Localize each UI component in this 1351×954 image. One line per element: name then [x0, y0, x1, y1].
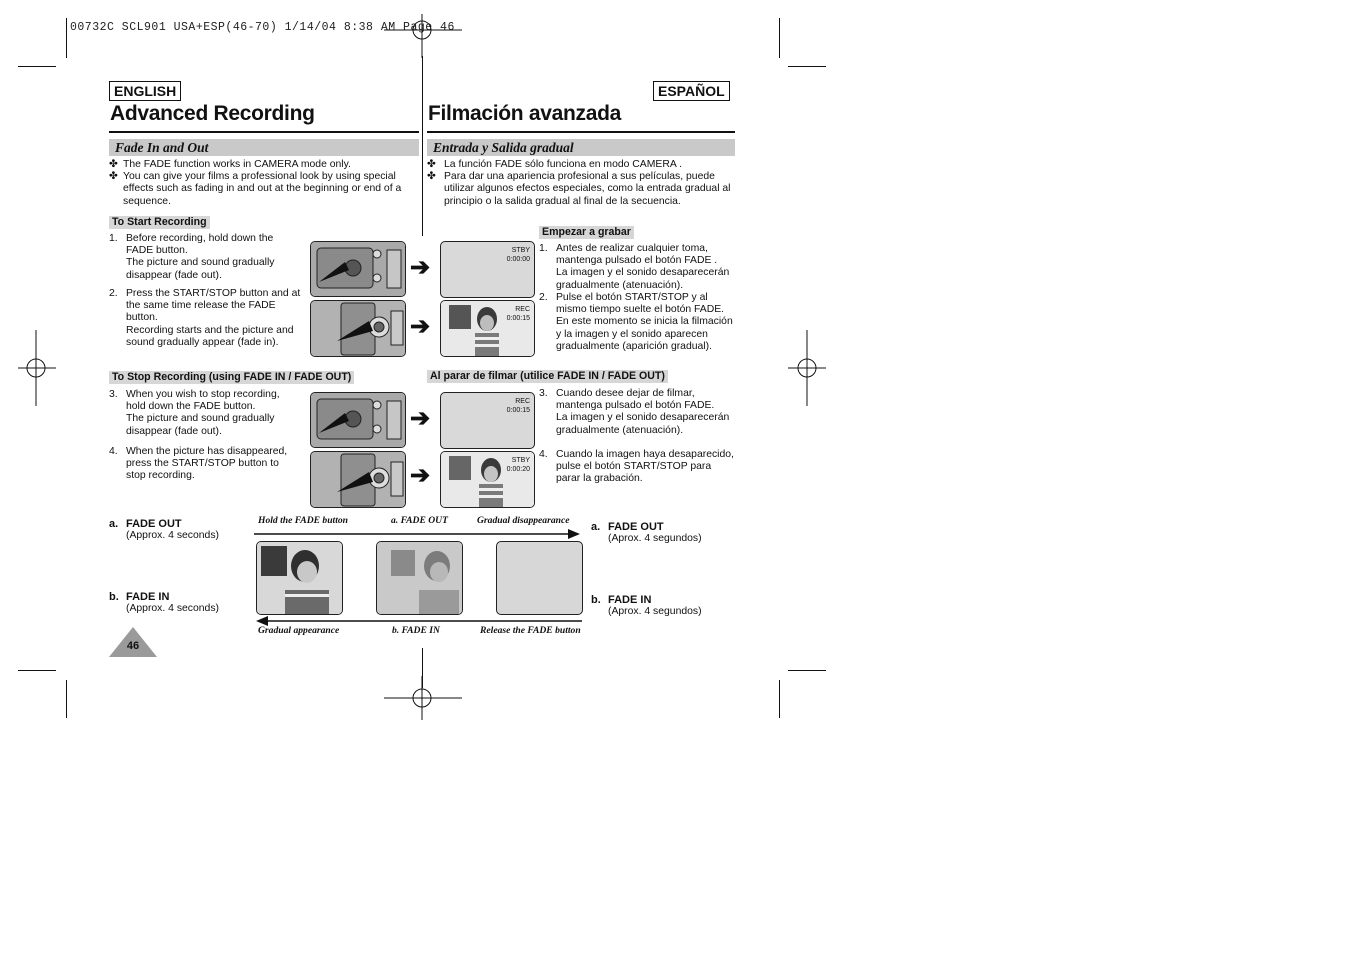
- screen-osd: [507, 397, 530, 415]
- step-line: The picture and sound gradually: [126, 413, 275, 425]
- title-rule-english: [109, 131, 419, 133]
- bullet-item: [427, 159, 737, 171]
- fade-frame-blank: [496, 541, 583, 615]
- crop-mark: [779, 680, 780, 718]
- step-line: button.: [126, 312, 158, 324]
- bullet-item: [109, 171, 409, 208]
- fade-frame-full: [256, 541, 343, 615]
- spanish-bullets: [427, 159, 737, 208]
- bullet-text: La función FADE sólo funciona en modo CAMERA .: [444, 159, 682, 170]
- spanish-fade-out: [591, 521, 702, 545]
- english-stop-heading: To Stop Recording (using FADE IN / FADE OUT): [109, 371, 354, 384]
- step-line: y la imagen y el sonido aparecen: [556, 328, 708, 340]
- screen-time: 0:00:20: [506, 466, 530, 473]
- bullet-text: You can give your films a professional look by using special effects such as fading in and out at the beginning or end of a sequence.: [123, 171, 402, 207]
- step-line: When the picture has disappeared,: [126, 446, 288, 457]
- step-line: FADE button.: [126, 245, 188, 257]
- step-line: Pulse el botón START/STOP y al: [556, 292, 708, 303]
- crop-mark: [779, 18, 780, 58]
- diagram-caption-bottom: Release the FADE button: [480, 625, 581, 636]
- bullet-text: The FADE function works in CAMERA mode only.: [123, 159, 351, 170]
- spanish-start-heading: Empezar a grabar: [539, 226, 634, 239]
- registration-mark-top: [384, 14, 462, 58]
- spanish-section-title: Entrada y Salida gradual: [433, 140, 574, 155]
- english-bullets: [109, 159, 409, 208]
- right-arrow-icon: ➔: [410, 254, 431, 281]
- fade-letter: a.: [591, 521, 601, 533]
- step-line: stop recording.: [126, 470, 195, 482]
- fade-letter: a.: [109, 518, 119, 530]
- crop-mark: [788, 670, 826, 671]
- step-line: gradualmente (aparición gradual).: [556, 340, 712, 352]
- step-number: 4.: [109, 446, 118, 457]
- english-fade-out: [109, 518, 219, 542]
- step-number: 4.: [539, 449, 548, 460]
- spanish-step-1: [539, 243, 739, 292]
- screen-status: STBY: [511, 247, 530, 254]
- step-line: mantenga pulsado el botón FADE .: [556, 255, 718, 267]
- step-number: 3.: [109, 389, 118, 400]
- step-line: sound gradually appear (fade in).: [126, 336, 279, 348]
- fade-note: (Aprox. 4 segundos): [608, 606, 702, 617]
- english-step-3: [109, 389, 309, 438]
- center-divider-bottom: [422, 648, 423, 688]
- diagram-caption-top: a. FADE OUT: [391, 515, 448, 526]
- screen-time: 0:00:00: [506, 256, 530, 263]
- step-line: disappear (fade out).: [126, 425, 222, 437]
- right-arrow-line-icon: [254, 528, 584, 540]
- step-line: En este momento se inicia la filmación: [556, 316, 733, 328]
- fade-label: FADE OUT: [608, 521, 664, 533]
- registration-mark-left: [18, 330, 56, 406]
- spanish-stop-heading: Al parar de filmar (utilice FADE IN / FADE OUT): [427, 370, 668, 383]
- english-step-4: [109, 446, 309, 483]
- step-line: hold down the FADE button.: [126, 401, 256, 413]
- step-number: 1.: [109, 233, 118, 244]
- english-section-bar: [109, 139, 419, 156]
- step-line: gradualmente (atenuación).: [556, 279, 684, 291]
- camera-fade-button-illustration: [310, 392, 406, 448]
- print-slug: 00732C SCL901 USA+ESP(46-70) 1/14/04 8:38 AM Page 46: [70, 21, 455, 34]
- viewfinder-screen-blank: [440, 392, 535, 449]
- screen-status: REC: [515, 306, 530, 313]
- right-arrow-icon: ➔: [410, 405, 431, 432]
- step-line: When you wish to stop recording,: [126, 389, 280, 400]
- diagram-caption-top: Gradual disappearance: [477, 515, 570, 526]
- bullet-item: [427, 171, 737, 208]
- step-line: Cuando la imagen haya desaparecido,: [556, 449, 734, 460]
- step-number: 2.: [539, 292, 548, 303]
- viewfinder-screen-photo: [440, 300, 535, 357]
- fade-label: FADE IN: [126, 591, 170, 603]
- screen-status: STBY: [511, 457, 530, 464]
- step-number: 1.: [539, 243, 548, 254]
- title-rule-spanish: [427, 131, 735, 133]
- child-photo: [257, 542, 342, 614]
- fade-label: FADE OUT: [126, 518, 182, 530]
- screen-osd: [507, 456, 530, 474]
- step-line: pulse el botón START/STOP para: [556, 461, 712, 473]
- spanish-label: ESPAÑOL: [653, 81, 730, 101]
- step-line: Cuando desee dejar de filmar,: [556, 388, 695, 399]
- screen-time: 0:00:15: [506, 407, 530, 414]
- camera-fade-button-illustration: [310, 241, 406, 297]
- fade-letter: b.: [109, 591, 119, 603]
- step-line: Recording starts and the picture and: [126, 324, 294, 336]
- bullet-icon: ✤: [109, 159, 118, 170]
- spanish-step-4: [539, 449, 739, 486]
- fade-letter: b.: [591, 594, 601, 606]
- child-photo: [377, 542, 462, 614]
- step-line: press the START/STOP button to: [126, 458, 279, 470]
- step-line: mantenga pulsado el botón FADE.: [556, 400, 715, 412]
- bullet-icon: ✤: [427, 171, 436, 183]
- spanish-fade-in: [591, 594, 702, 618]
- step-line: parar la grabación.: [556, 473, 643, 485]
- spanish-step-2: [539, 292, 739, 353]
- fade-note: (Approx. 4 seconds): [126, 603, 219, 614]
- bullet-icon: ✤: [109, 171, 118, 183]
- diagram-caption-top: Hold the FADE button: [258, 515, 349, 526]
- spanish-section-bar: [427, 139, 735, 156]
- step-line: the same time release the FADE: [126, 300, 276, 312]
- center-divider: [422, 56, 423, 236]
- step-line: Before recording, hold down the: [126, 233, 274, 244]
- right-arrow-icon: ➔: [410, 313, 431, 340]
- page-number: 46: [126, 640, 140, 652]
- english-label: ENGLISH: [109, 81, 181, 101]
- bullet-text: Para dar una apariencia profesional a sus películas, puede utilizar algunos efectos especiales, como la entrada gradual al principio o la salida gradual al final de la secuencia.: [444, 171, 731, 207]
- camera-start-stop-illustration: [310, 300, 406, 357]
- registration-mark-bottom: [384, 676, 462, 720]
- crop-mark: [788, 66, 826, 67]
- viewfinder-screen-photo: [440, 451, 535, 508]
- english-title: Advanced Recording: [110, 102, 315, 125]
- step-line: mismo tiempo suelte el botón FADE.: [556, 304, 725, 316]
- fade-frame-partial: [376, 541, 463, 615]
- english-start-heading: To Start Recording: [109, 216, 210, 229]
- crop-mark: [18, 670, 56, 671]
- crop-mark: [18, 66, 56, 67]
- step-line: disappear (fade out).: [126, 269, 222, 281]
- diagram-caption-bottom: Gradual appearance: [258, 625, 340, 636]
- camera-start-stop-illustration: [310, 451, 406, 508]
- step-line: Press the START/STOP button and at: [126, 288, 301, 299]
- step-line: La imagen y el sonido desaparecerán: [556, 267, 730, 279]
- spanish-title: Filmación avanzada: [428, 102, 622, 125]
- screen-time: 0:00:15: [506, 315, 530, 322]
- step-line: gradualmente (atenuación).: [556, 424, 684, 436]
- fade-note: (Aprox. 4 segundos): [608, 533, 702, 544]
- fade-note: (Approx. 4 seconds): [126, 530, 219, 541]
- english-section-title: Fade In and Out: [115, 140, 209, 155]
- bullet-icon: ✤: [427, 159, 436, 170]
- bullet-item: [109, 159, 409, 171]
- registration-mark-right: [788, 330, 826, 406]
- fade-label: FADE IN: [608, 594, 652, 606]
- step-line: La imagen y el sonido desaparecerán: [556, 412, 730, 424]
- screen-status: REC: [515, 398, 530, 405]
- screen-osd: [507, 305, 530, 323]
- english-step-1: [109, 233, 309, 282]
- step-line: The picture and sound gradually: [126, 257, 275, 269]
- screen-osd: [507, 246, 530, 264]
- right-arrow-icon: ➔: [410, 462, 431, 489]
- spanish-step-3: [539, 388, 739, 437]
- diagram-caption-bottom: b. FADE IN: [392, 625, 440, 636]
- crop-mark: [66, 680, 67, 718]
- crop-mark: [66, 18, 67, 58]
- english-fade-in: [109, 591, 219, 615]
- step-number: 2.: [109, 288, 118, 299]
- step-number: 3.: [539, 388, 548, 399]
- viewfinder-screen-blank: [440, 241, 535, 298]
- english-step-2: [109, 288, 309, 349]
- step-line: Antes de realizar cualquier toma,: [556, 243, 708, 254]
